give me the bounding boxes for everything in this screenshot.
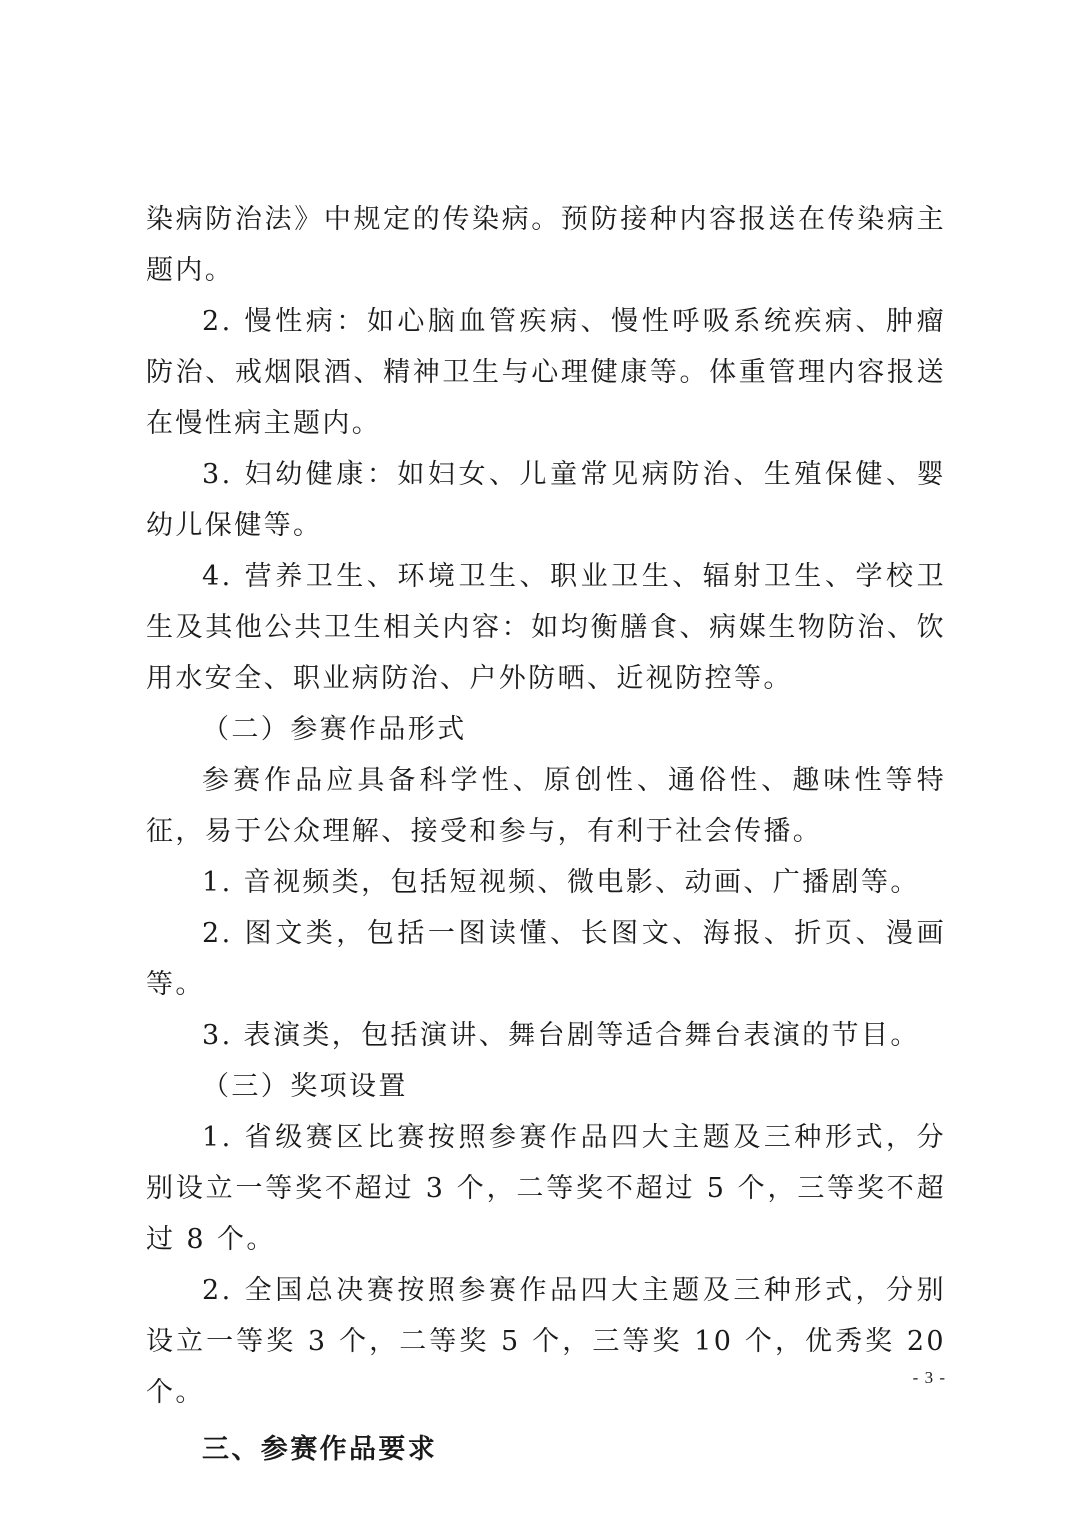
subheading-awards: （三）奖项设置	[202, 1071, 408, 1102]
document-body	[146, 194, 946, 1475]
paragraph-chronic-disease: 2. 慢性病：如心脑血管疾病、慢性呼吸系统疾病、肿瘤防治、戒烟限酒、精神卫生与心理健康等。体重管理内容报送在慢性病主题内。	[146, 306, 946, 439]
paragraph-provincial-awards: 1. 省级赛区比赛按照参赛作品四大主题及三种形式，分别设立一等奖不超过 3 个，二等奖不超过 5 个，三等奖不超过 8 个。	[146, 1122, 946, 1255]
list-item-performance: 3. 表演类，包括演讲、舞台剧等适合舞台表演的节目。	[202, 1020, 920, 1051]
subheading-entry-format: （二）参赛作品形式	[202, 714, 467, 745]
paragraph-national-awards: 2. 全国总决赛按照参赛作品四大主题及三种形式，分别设立一等奖 3 个，二等奖 5 个，三等奖 10 个，优秀奖 20 个。	[146, 1275, 946, 1408]
list-item-audio-video: 1. 音视频类，包括短视频、微电影、动画、广播剧等。	[202, 867, 920, 898]
page-number: - 3 -	[912, 1368, 946, 1387]
paragraph-maternal-child-health: 3. 妇幼健康：如妇女、儿童常见病防治、生殖保健、婴幼儿保健等。	[146, 459, 946, 541]
list-item-graphic-text: 2. 图文类，包括一图读懂、长图文、海报、折页、漫画等。	[146, 918, 946, 1000]
paragraph-public-health: 4. 营养卫生、环境卫生、职业卫生、辐射卫生、学校卫生及其他公共卫生相关内容：如均衡膳食、病媒生物防治、饮用水安全、职业病防治、户外防晒、近视防控等。	[146, 561, 946, 694]
paragraph-entry-characteristics: 参赛作品应具备科学性、原创性、通俗性、趣味性等特征，易于公众理解、接受和参与，有利于社会传播。	[146, 765, 946, 847]
paragraph-continuation: 染病防治法》中规定的传染病。预防接种内容报送在传染病主题内。	[146, 204, 946, 286]
section-heading-entry-requirements: 三、参赛作品要求	[202, 1434, 438, 1465]
